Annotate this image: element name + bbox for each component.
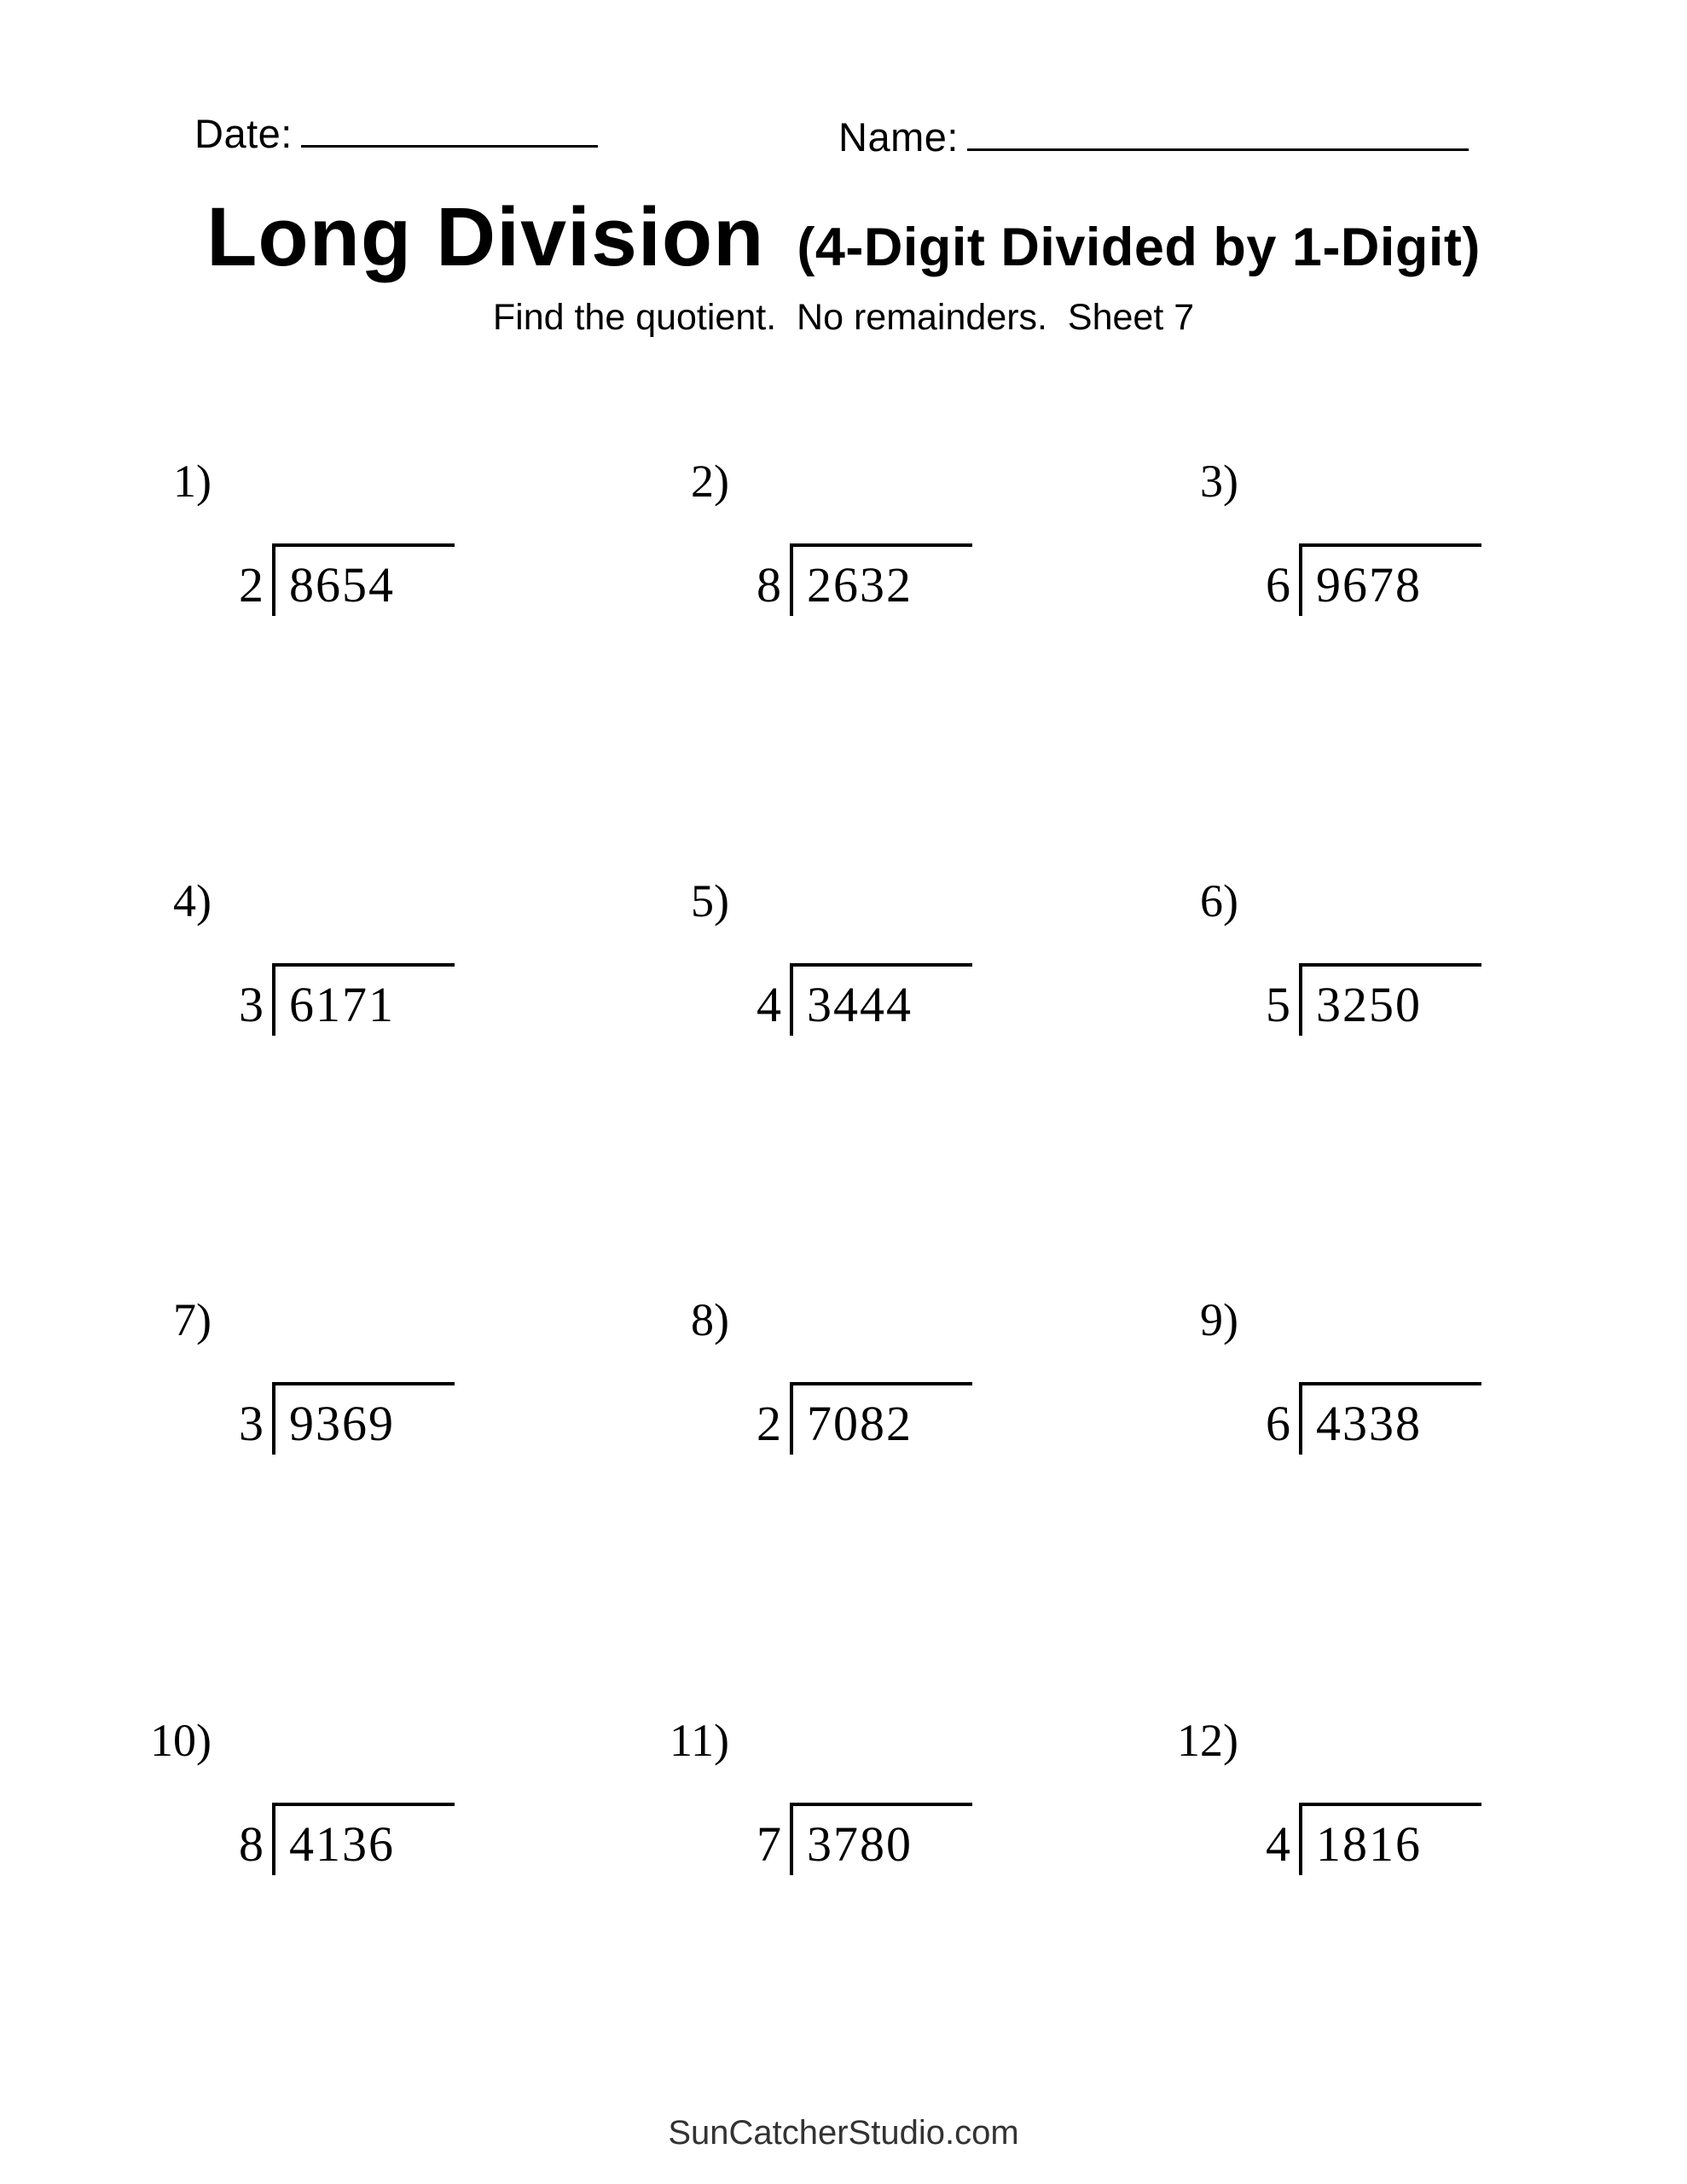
problem-number: 1): [173, 456, 212, 507]
problem-2: [652, 458, 1130, 680]
dividend: 9369: [272, 1382, 455, 1455]
problem-number: 7): [173, 1294, 212, 1345]
footer-website: SunCatcherStudio.com: [668, 2114, 1019, 2152]
date-label: Date:: [194, 111, 293, 157]
name-label: Name:: [838, 114, 959, 160]
dividend: 2632: [790, 543, 972, 616]
problem-1: [135, 458, 612, 680]
problem-number: 3): [1200, 456, 1238, 507]
division-expression: [1226, 963, 1481, 1036]
problem-number: 10): [150, 1715, 212, 1766]
divisor: 4: [1266, 1816, 1290, 1872]
date-field: [194, 109, 598, 157]
dividend: 8654: [272, 543, 455, 616]
dividend: 1816: [1299, 1803, 1481, 1875]
problem-10: [135, 1717, 612, 1939]
dividend: 9678: [1299, 543, 1481, 616]
problem-number: 5): [691, 875, 729, 926]
problem-number: 6): [1200, 875, 1238, 926]
dividend: 7082: [790, 1382, 972, 1455]
page-title-qualifier: (4-Digit Divided by 1-Digit): [797, 218, 1481, 277]
problem-12: [1162, 1717, 1639, 1939]
problem-3: [1162, 458, 1639, 680]
division-expression: [716, 1382, 972, 1455]
division-expression: [1226, 543, 1481, 616]
problem-4: [135, 875, 612, 1100]
divisor: 6: [1266, 557, 1290, 613]
divisor: 3: [239, 977, 264, 1032]
division-expression: [716, 543, 972, 616]
name-blank-line: [967, 113, 1469, 151]
division-expression: [1226, 1803, 1481, 1875]
divisor: 8: [757, 557, 781, 613]
divisor: 2: [239, 557, 264, 613]
divisor: 4: [757, 977, 781, 1032]
problem-7: [135, 1294, 612, 1519]
dividend: 4136: [272, 1803, 455, 1875]
divisor: 6: [1266, 1396, 1290, 1451]
instructions: Find the quotient. No remainders. Sheet 7: [492, 297, 1195, 338]
division-expression: [716, 1803, 972, 1875]
title-row: [0, 189, 1687, 285]
problem-number: 2): [691, 456, 729, 507]
problem-8: [652, 1294, 1130, 1519]
problem-number: 4): [173, 875, 212, 926]
page-title: Long Division: [206, 190, 765, 283]
problem-11: [652, 1717, 1130, 1939]
divisor: 3: [239, 1396, 264, 1451]
division-expression: [199, 1803, 455, 1875]
problem-number: 11): [670, 1715, 729, 1766]
dividend: 4338: [1299, 1382, 1481, 1455]
division-expression: [1226, 1382, 1481, 1455]
problem-6: [1162, 875, 1639, 1100]
divisor: 5: [1266, 977, 1290, 1032]
dividend: 6171: [272, 963, 455, 1036]
problem-5: [652, 875, 1130, 1100]
division-expression: [716, 963, 972, 1036]
divisor: 8: [239, 1816, 264, 1872]
problem-number: 12): [1177, 1715, 1238, 1766]
division-expression: [199, 1382, 455, 1455]
dividend: 3780: [790, 1803, 972, 1875]
problem-9: [1162, 1294, 1639, 1519]
division-expression: [199, 963, 455, 1036]
problem-number: 8): [691, 1294, 729, 1345]
dividend: 3250: [1299, 963, 1481, 1036]
problem-number: 9): [1200, 1294, 1238, 1345]
name-field: [838, 113, 1469, 160]
divisor: 7: [757, 1816, 781, 1872]
date-blank-line: [301, 109, 598, 148]
division-expression: [199, 543, 455, 616]
divisor: 2: [757, 1396, 781, 1451]
dividend: 3444: [790, 963, 972, 1036]
